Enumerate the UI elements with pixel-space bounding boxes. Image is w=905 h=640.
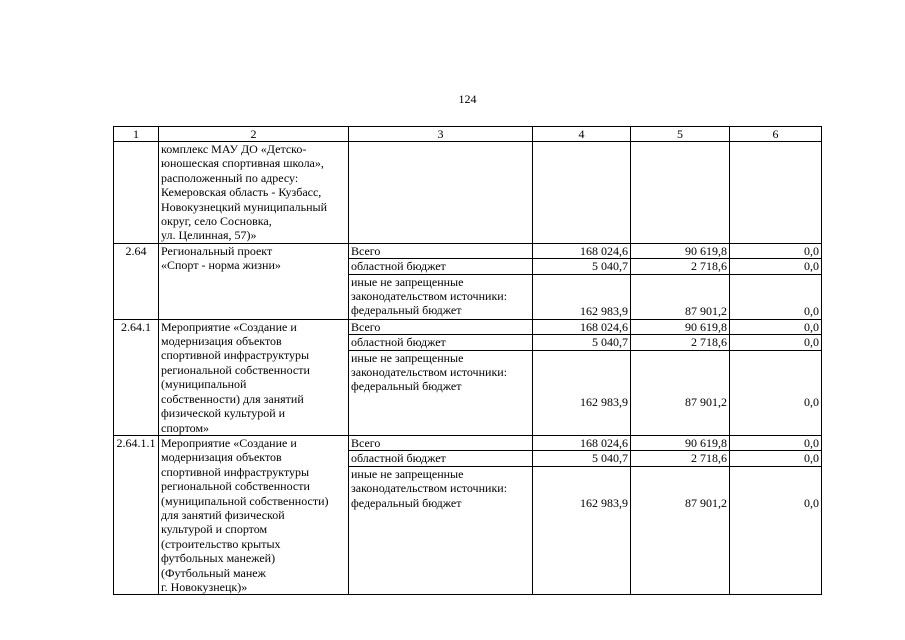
name-line: модернизация объектов bbox=[161, 450, 282, 465]
value-cell: 0,0 bbox=[730, 259, 822, 274]
name-line: спортом» bbox=[161, 420, 210, 435]
budget-table bbox=[113, 126, 822, 595]
column-header: 5 bbox=[631, 127, 730, 142]
code-cell: 2.64 bbox=[114, 243, 159, 319]
name-line: г. Новокузнецк)» bbox=[161, 579, 248, 594]
value-cell: 90 619,8 bbox=[631, 319, 730, 334]
column-header: 2 bbox=[159, 127, 349, 142]
value-cell: 162 983,9 bbox=[533, 466, 631, 595]
source-label: Всего bbox=[349, 319, 533, 334]
source-cell bbox=[349, 466, 533, 595]
value-cell: 87 901,2 bbox=[631, 350, 730, 435]
value-cell: 2 718,6 bbox=[631, 451, 730, 466]
value-cell bbox=[631, 142, 730, 244]
name-line: спортивной инфраструктуры bbox=[161, 464, 310, 479]
value-cell: 168 024,6 bbox=[533, 435, 631, 450]
table-row-total bbox=[114, 319, 822, 334]
value-cell bbox=[730, 142, 822, 244]
value-cell: 0,0 bbox=[730, 435, 822, 450]
source-line: иные не запрещенные bbox=[351, 350, 464, 365]
value-cell: 87 901,2 bbox=[631, 466, 730, 595]
name-cell bbox=[159, 142, 349, 244]
table-row-total bbox=[114, 435, 822, 450]
source-line: иные не запрещенные bbox=[351, 274, 464, 289]
name-line: (Футбольный манеж bbox=[161, 565, 266, 580]
name-line: Кемеровская область - Кузбасс, bbox=[161, 185, 322, 200]
value-cell: 0,0 bbox=[730, 335, 822, 350]
column-header: 4 bbox=[533, 127, 631, 142]
name-line: культурой и спортом bbox=[161, 522, 268, 537]
table-header-row bbox=[114, 127, 822, 142]
name-line: (муниципальной bbox=[161, 377, 247, 392]
name-line: Новокузнецкий муниципальный bbox=[161, 199, 327, 214]
value-cell bbox=[533, 142, 631, 244]
value-cell: 0,0 bbox=[730, 274, 822, 319]
name-line: для занятий физической bbox=[161, 507, 285, 522]
source-line: законодательством источники: bbox=[351, 289, 508, 304]
name-line: ул. Целинная, 57)» bbox=[161, 228, 257, 243]
page-number: 124 bbox=[458, 92, 477, 106]
source-cell bbox=[349, 274, 533, 319]
name-line: Мероприятие «Создание и bbox=[161, 319, 297, 334]
source-line: федеральный бюджет bbox=[351, 495, 462, 510]
source-line: законодательством источники: bbox=[351, 364, 508, 379]
name-line: комплекс МАУ ДО «Детско- bbox=[161, 142, 307, 156]
value-cell: 5 040,7 bbox=[533, 335, 631, 350]
value-cell: 2 718,6 bbox=[631, 259, 730, 274]
value-cell: 2 718,6 bbox=[631, 335, 730, 350]
name-line: Региональный проект bbox=[161, 243, 273, 258]
source-cell bbox=[349, 350, 533, 435]
name-cell bbox=[159, 435, 349, 594]
table-row-continuation bbox=[114, 142, 822, 244]
code-cell: 2.64.1.1 bbox=[114, 435, 159, 594]
source-label: Всего bbox=[349, 243, 533, 258]
source-label: областной бюджет bbox=[349, 335, 533, 350]
value-cell: 90 619,8 bbox=[631, 435, 730, 450]
value-cell: 162 983,9 bbox=[533, 350, 631, 435]
source-line: законодательством источники: bbox=[351, 481, 508, 496]
value-cell: 87 901,2 bbox=[631, 274, 730, 319]
value-cell: 0,0 bbox=[730, 350, 822, 435]
value-cell: 5 040,7 bbox=[533, 451, 631, 466]
value-cell: 162 983,9 bbox=[533, 274, 631, 319]
source-label: областной бюджет bbox=[349, 259, 533, 274]
name-line: собственности) для занятий bbox=[161, 391, 304, 406]
source-cell bbox=[349, 142, 533, 244]
value-cell: 168 024,6 bbox=[533, 319, 631, 334]
source-line: федеральный бюджет bbox=[351, 379, 462, 394]
value-cell: 0,0 bbox=[730, 319, 822, 334]
source-label: областной бюджет bbox=[349, 451, 533, 466]
column-header: 6 bbox=[730, 127, 822, 142]
name-cell bbox=[159, 319, 349, 435]
value-cell: 0,0 bbox=[730, 243, 822, 258]
source-line: иные не запрещенные bbox=[351, 466, 464, 481]
source-line: федеральный бюджет bbox=[351, 303, 462, 318]
name-line: модернизация объектов bbox=[161, 334, 282, 349]
name-line: спортивной инфраструктуры bbox=[161, 348, 310, 363]
column-header: 3 bbox=[349, 127, 533, 142]
name-line: юношеская спортивная школа», bbox=[161, 156, 324, 171]
value-cell: 5 040,7 bbox=[533, 259, 631, 274]
value-cell: 168 024,6 bbox=[533, 243, 631, 258]
name-line: Мероприятие «Создание и bbox=[161, 435, 297, 450]
name-line: округ, село Сосновка, bbox=[161, 214, 272, 229]
table-row-total bbox=[114, 243, 822, 258]
value-cell: 90 619,8 bbox=[631, 243, 730, 258]
name-line: региональной собственности bbox=[161, 362, 310, 377]
name-line: футбольных манежей) bbox=[161, 551, 276, 566]
name-line: физической культурой и bbox=[161, 406, 286, 421]
code-cell: 2.64.1 bbox=[114, 319, 159, 435]
name-line: (строительство крытых bbox=[161, 536, 281, 551]
value-cell: 0,0 bbox=[730, 451, 822, 466]
name-line: «Спорт - норма жизни» bbox=[161, 258, 281, 273]
name-line: (муниципальной собственности) bbox=[161, 493, 329, 508]
column-header: 1 bbox=[114, 127, 159, 142]
code-cell bbox=[114, 142, 159, 244]
name-line: региональной собственности bbox=[161, 479, 310, 494]
name-line: расположенный по адресу: bbox=[161, 170, 299, 185]
source-label: Всего bbox=[349, 435, 533, 450]
value-cell: 0,0 bbox=[730, 466, 822, 595]
name-cell bbox=[159, 243, 349, 319]
